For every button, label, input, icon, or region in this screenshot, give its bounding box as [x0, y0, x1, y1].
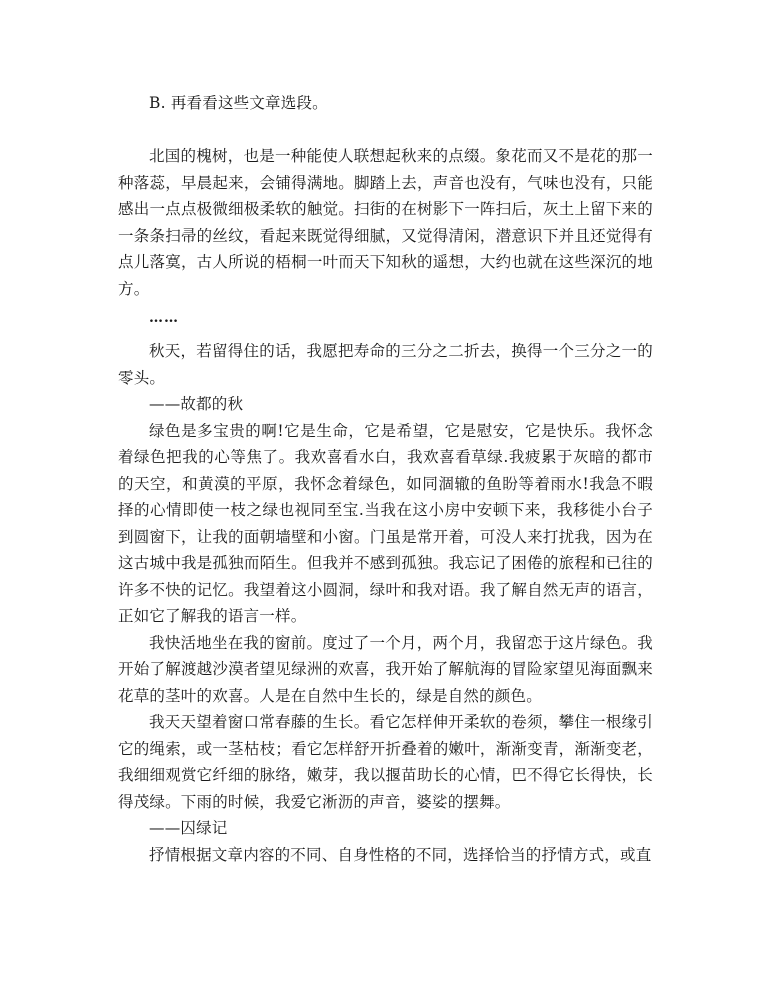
paragraph-ivy-growth: 我天天望着窗口常春藤的生长。看它怎样伸开柔软的卷须，攀住一根缘引它的绳索，或一茎枯枝；看它怎样舒开折叠着的嫩叶，渐渐变青，渐渐变老，我细细观赏它纤细的脉络，嫩芽，我以揠苗助长的心情，巴不得它长得快，长得茂绿。下雨的时候，我爱它淅沥的声音，婆娑的摆舞。 [118, 713, 653, 811]
section-heading: B. 再看看这些文章选段。 [149, 94, 328, 112]
paragraph-green-precious: 绿色是多宝贵的啊!它是生命，它是希望，它是慰安，它是快乐。我怀念着绿色把我的心等焦了。我欢喜看水白，我欢喜看草绿.我疲累于灰暗的都市的天空，和黄漠的平原，我怀念着绿色，如同涸辙的鱼盼等着雨水!我急不暇择的心情即使一枝之绿也视同至宝.当我在这小房中安顿下来，我移徙小台子到圆窗下，让我的面朝墙壁和小窗。门虽是常开着，可没人来打扰我，因为在这古城中我是孤独而陌生。但我并不感到孤独。我忘记了困倦的旅程和已往的许多不快的记忆。我望着这小圆洞，绿叶和我对语。我了解自然无声的语言，正如它了解我的语言一样。 [118, 421, 653, 625]
excerpt-block-1 [118, 143, 653, 302]
source-attribution-2: ——囚绿记 [149, 819, 228, 837]
paragraph-locust-tree: 北国的槐树，也是一种能使人联想起秋来的点缀。象花而又不是花的那一种落蕊，早晨起来，会铺得满地。脚踏上去，声音也没有，气味也没有，只能感出一点点极微细极柔软的触觉。扫街的在树影下一阵扫后，灰土上留下来的一条条扫帚的丝纹，看起来既觉得细腻，又觉得清闲，潜意识下并且还觉得有点儿落寞，古人所说的梧桐一叶而天下知秋的遥想，大约也就在这些深沉的地方。 [118, 147, 653, 298]
paragraph-window-green: 我快活地坐在我的窗前。度过了一个月，两个月，我留恋于这片绿色。我开始了解渡越沙漠者望见绿洲的欢喜，我开始了解航海的冒险家望见海面飘来花草的茎叶的欢喜。人是在自然中生长的，绿是自然的颜色。 [118, 633, 653, 705]
paragraph-lyrical-method: 抒情根据文章内容的不同、自身性格的不同，选择恰当的抒情方式，或直 [149, 845, 652, 864]
source-attribution-1: ——故都的秋 [149, 395, 244, 413]
paragraph-autumn-wish: 秋天，若留得住的话，我愿把寿命的三分之二折去，换得一个三分之一的零头。 [118, 342, 653, 387]
ellipsis-mark: …… [149, 310, 179, 326]
excerpt-block-2 [118, 338, 653, 868]
